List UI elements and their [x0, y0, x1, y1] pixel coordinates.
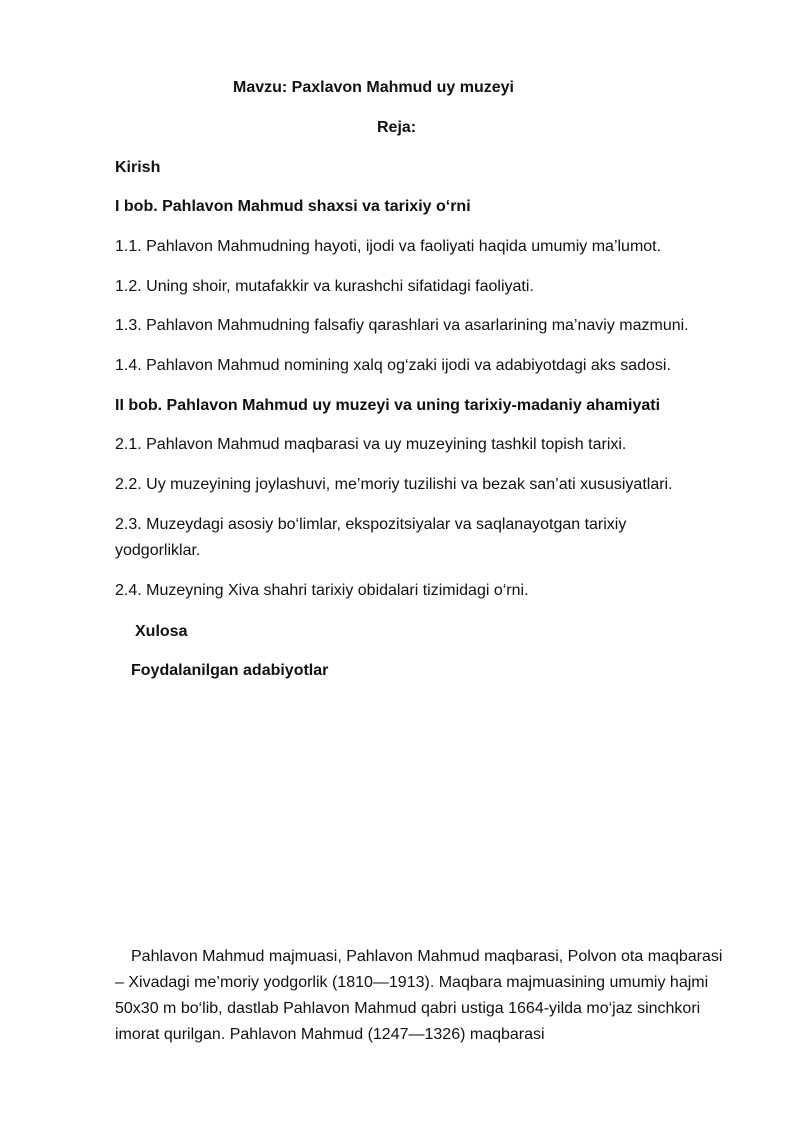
chapter2-item: 2.4. Muzeyning Xiva shahri tarixiy obidalari tizimidagi o‘rni.	[115, 582, 529, 599]
chapter1-item: 1.3. Pahlavon Mahmudning falsafiy qarashlari va asarlarining ma’naviy mazmuni.	[115, 317, 689, 334]
chapter1-item: 1.2. Uning shoir, mutafakkir va kurashchi sifatidagi faoliyati.	[115, 278, 534, 295]
chapter1-item: 1.4. Pahlavon Mahmud nomining xalq og‘zaki ijodi va adabiyotdagi aks sadosi.	[115, 357, 671, 374]
document-title: Mavzu: Paxlavon Mahmud uy muzeyi	[233, 79, 514, 96]
plan-heading: Reja:	[377, 119, 417, 136]
chapter1-item: 1.1. Pahlavon Mahmudning hayoti, ijodi va faoliyati haqida umumiy ma’lumot.	[115, 238, 662, 255]
chapter1-heading: I bob. Pahlavon Mahmud shaxsi va tarixiy o‘rni	[115, 198, 471, 215]
body-paragraph: Pahlavon Mahmud majmuasi, Pahlavon Mahmud maqbarasi, Polvon ota maqbarasi – Xivadagi me’moriy yodgorlik (1810—1913). Maqbara majmuasining umumiy hajmi 50x30 m bo‘lib, dastlab Pahlavon Mahmud qabri ustiga 1664-yilda mo‘jaz sinchkori imorat qurilgan. Pahlavon Mahmud (1247—1326) maqbarasi	[115, 948, 723, 1043]
chapter2-item: 2.3. Muzeydagi asosiy bo‘limlar, ekspozitsiyalar va saqlanayotgan tarixiy yodgorliklar.	[115, 516, 627, 559]
chapter2-item: 2.1. Pahlavon Mahmud maqbarasi va uy muzeyining tashkil topish tarixi.	[115, 436, 627, 453]
intro-heading: Kirish	[115, 159, 161, 176]
chapter2-heading: II bob. Pahlavon Mahmud uy muzeyi va uning tarixiy-madaniy ahamiyati	[115, 397, 661, 414]
chapter2-item: 2.2. Uy muzeyining joylashuvi, me’moriy tuzilishi va bezak san’ati xususiyatlari.	[115, 476, 673, 493]
conclusion-heading: Xulosa	[135, 623, 188, 640]
references-heading: Foydalanilgan adabiyotlar	[131, 662, 329, 679]
